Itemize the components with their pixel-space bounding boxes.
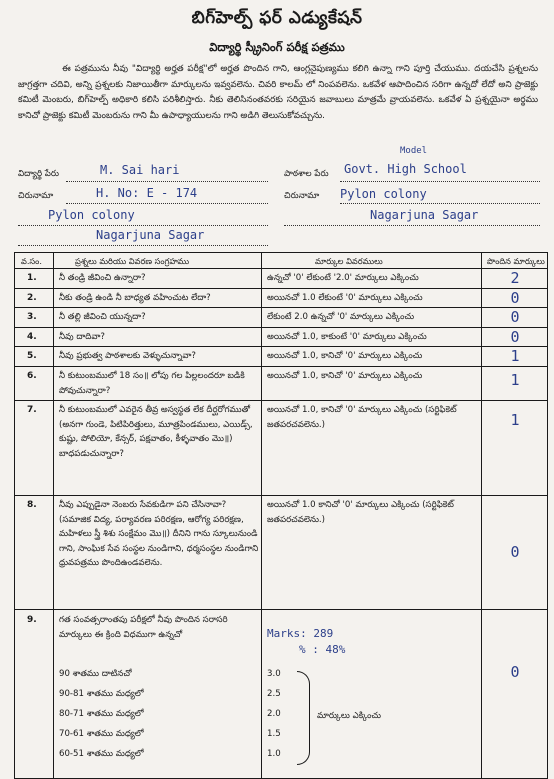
row-number: 6. [27,371,37,381]
grade-row-label: 90-81 శాతము మధ్యలో [59,689,144,699]
student-name-label: విద్యార్థి పేరు [18,169,59,179]
score-value[interactable]: 0 [510,289,520,307]
instructions-paragraph: ఈ పత్రమును నీవు "విద్యార్థి అర్హత పరీక్ష"లో అర్హత పొందిన గాని, ఆంగ్లనైపుణ్యము కలిగి ఉన్నా గాని పూర్తి చేయుము. దయచేసి ప్రశ్నలను జాగ్రత్తగా చదివి, అన్ని ప్రశ్నలకు నిజాయితీగా మార్కులను ఇవ్వవలెను. చివరి కాలమ్ లో నింపవలెను. ఒకవేళ ఆపాదించిన సరిగా ఉన్నదో లేదో అని ప్రాజెక్టు కమిటీ మెంబరు, బిగ్‌హెల్ప్ అధికారి కలిసి పరిశీలిస్తారు. నీకు తెలిసినంతవరకు సరియైన జవాబులు మాత్రమే వ్రాయవలెను. ఒకవేళ ఏ ప్రశ్నయైనా అర్థము కానిచో ప్రాజెక్టు కమిటీ మెంబరును గాని మీ ఉపాధ్యాయులను గాని అడిగి తెలుసుకోవచ్చును. [18,64,538,121]
student-address-line-1 [66,203,268,204]
question-text: నీ తల్లి జీవించి యున్నదా? [59,312,146,322]
score-value[interactable]: 2 [510,269,520,287]
school-address-line-1 [340,203,540,204]
student-address-line-2 [18,225,268,226]
score-value[interactable]: 1 [510,371,520,389]
grade-row-label: 90 శాతము దాటినచో [59,669,132,679]
question-text: నీవు ఎప్పుడైనా నెంబరు సేవకుడిగా పని చేసినావా? (సమాజిక విద్య, పర్యావరణ పరిరక్షణ, ఆరోగ్య పరిరక్షణ, మహిళలు స్త్రీ శిశు సంక్షేమం మొ॥) దీనిని గాను స్కూలునుండి గాని, సాంఘిక సేవ సంస్థల నుండిగాని, ధర్మసంస్థల నుండిగాని ధ్రువపత్రము పొందిఉండవలెను. [59,500,259,568]
school-name-note: Model [400,146,428,156]
student-address-value-3[interactable]: Nagarjuna Sagar [96,228,205,242]
grade-note: మార్కులు ఎక్కించు [317,711,382,721]
school-name-line [340,181,540,182]
row-number: 1. [27,273,37,283]
student-name-value[interactable]: M. Sai hari [100,163,180,177]
question-text: నీవు దాదివా? [59,332,105,342]
page-subtitle: విద్యార్థి స్క్రీనింగ్ పరీక్ష పత్రము [209,40,345,54]
score-value[interactable]: 1 [510,347,520,365]
marks-rule: లేకుంటే 2.0 ఉన్నచో '0' మార్కులు ఎక్కించు [267,312,415,322]
marks-rule: అయినచో 1.0 లేకుంటే '0' మార్కులు ఎక్కించు [267,293,423,303]
handwritten-marks: Marks: 289 [267,627,334,640]
school-address-value-1[interactable]: Pylon colony [340,187,427,201]
student-name-line [66,181,268,182]
grade-row-marks: 2.5 [267,689,281,699]
row-number: 3. [27,312,37,322]
header-question: ప్రశ్నలు మరియు వివరణ సంగ్రహము [75,256,190,266]
header-serial: వ.సం. [21,256,42,266]
header-marks-obtained: పొందిన మార్కులు [487,256,545,266]
grade-row-label: 80-71 శాతము మధ్యలో [59,709,144,719]
score-value[interactable]: 0 [510,328,520,346]
grade-row-label: 60-51 శాతము మధ్యలో [59,749,144,759]
marks-rule: అయినచో 1.0, కానిచో '0' మార్కులు ఎక్కించు [267,371,423,381]
question-text: నీకు తండ్రి ఉండి నీ బాధ్యత వహించుట లేదా? [59,293,211,303]
header-marks-details: మార్కుల వివరములు [315,256,383,266]
grade-row-marks: 3.0 [267,669,281,679]
student-address-value-2[interactable]: Pylon colony [48,208,135,222]
score-value[interactable]: 0 [510,543,520,561]
marks-rule: అయినచో 1.0, కానిచో '0' మార్కులు ఎక్కించు (సర్టిఫికెట్ జతపరచవలెను.) [267,405,457,430]
grade-row-marks: 1.5 [267,729,281,739]
score-value[interactable]: 0 [510,308,520,326]
marks-rule: ఉన్నచో '0' లేకుంటే '2.0' మార్కులు ఎక్కించు [267,273,419,283]
school-address-value-2[interactable]: Nagarjuna Sagar [370,208,479,222]
row-number: 5. [27,351,37,361]
question-text: నీ తండ్రి జీవించి ఉన్నారా? [59,273,146,283]
row-number: 7. [27,405,37,415]
row-number: 2. [27,293,37,303]
marks-rule: అయినచో 1.0 కానిచో '0' మార్కులు ఎక్కించు (సర్టిఫికెట్ జతపరచవలెను.) [267,500,454,525]
marks-rule: అయినచో 1.0, కాకుంటే '0' మార్కులు ఎక్కించు [267,332,427,342]
grade-row-label: 70-61 శాతము మధ్యలో [59,729,144,739]
grade-row-marks: 1.0 [267,749,281,759]
row-number: 9. [27,615,37,625]
question-text: నీ కుటుంబములో ఎవరైన తీవ్ర అస్వస్థత లేక దీర్ఘరోగముతో (అనగా గుండె, పిటిపిరిత్తులు, మూత్రపిండములు, ఎయిడ్స్, కుష్టు, పోలియో, కేన్సర్, పక్షవాతం, కీళ్ళవాతం మొ॥) బాధపడుచున్నారా? [59,405,253,459]
marks-rule: అయినచో 1.0, కానిచో '0' మార్కులు ఎక్కించు [267,351,423,361]
student-address-value-1[interactable]: H. No: E - 174 [96,186,198,200]
page-title: బిగ్‌హెల్ప్ ఫర్ ఎడ్యుకేషన్ [191,8,363,28]
row-number: 4. [27,332,37,342]
grade-brace [297,671,310,765]
school-name-label: పాఠశాల పేరు [284,169,329,179]
grade-row-marks: 2.0 [267,709,281,719]
row-number: 8. [27,500,37,510]
school-address-label: చిరునామా [284,191,320,201]
school-address-line-2 [284,225,540,226]
question-text: గత సంవత్సరాంతపు పరీక్షలో నీవు పొందిన సరాసరి మార్కులు ఈ క్రింది విధముగా ఉన్నచో [59,615,228,640]
screening-table [14,252,548,779]
school-name-value[interactable]: Govt. High School [344,162,467,176]
student-address-label: చిరునామా [18,191,54,201]
score-value[interactable]: 1 [510,411,520,429]
student-address-line-3 [18,245,268,246]
question-text: నీ కుటుంబములో 18 సం॥ లోపు గల పిల్లలందరూ బడికి పోవుచున్నారా? [59,371,245,396]
score-value[interactable]: 0 [510,663,520,681]
handwritten-percent: % : 48% [299,643,346,656]
question-text: నీవు ప్రభుత్వ పాఠశాలకు వెళ్ళుచున్నావా? [59,351,196,361]
